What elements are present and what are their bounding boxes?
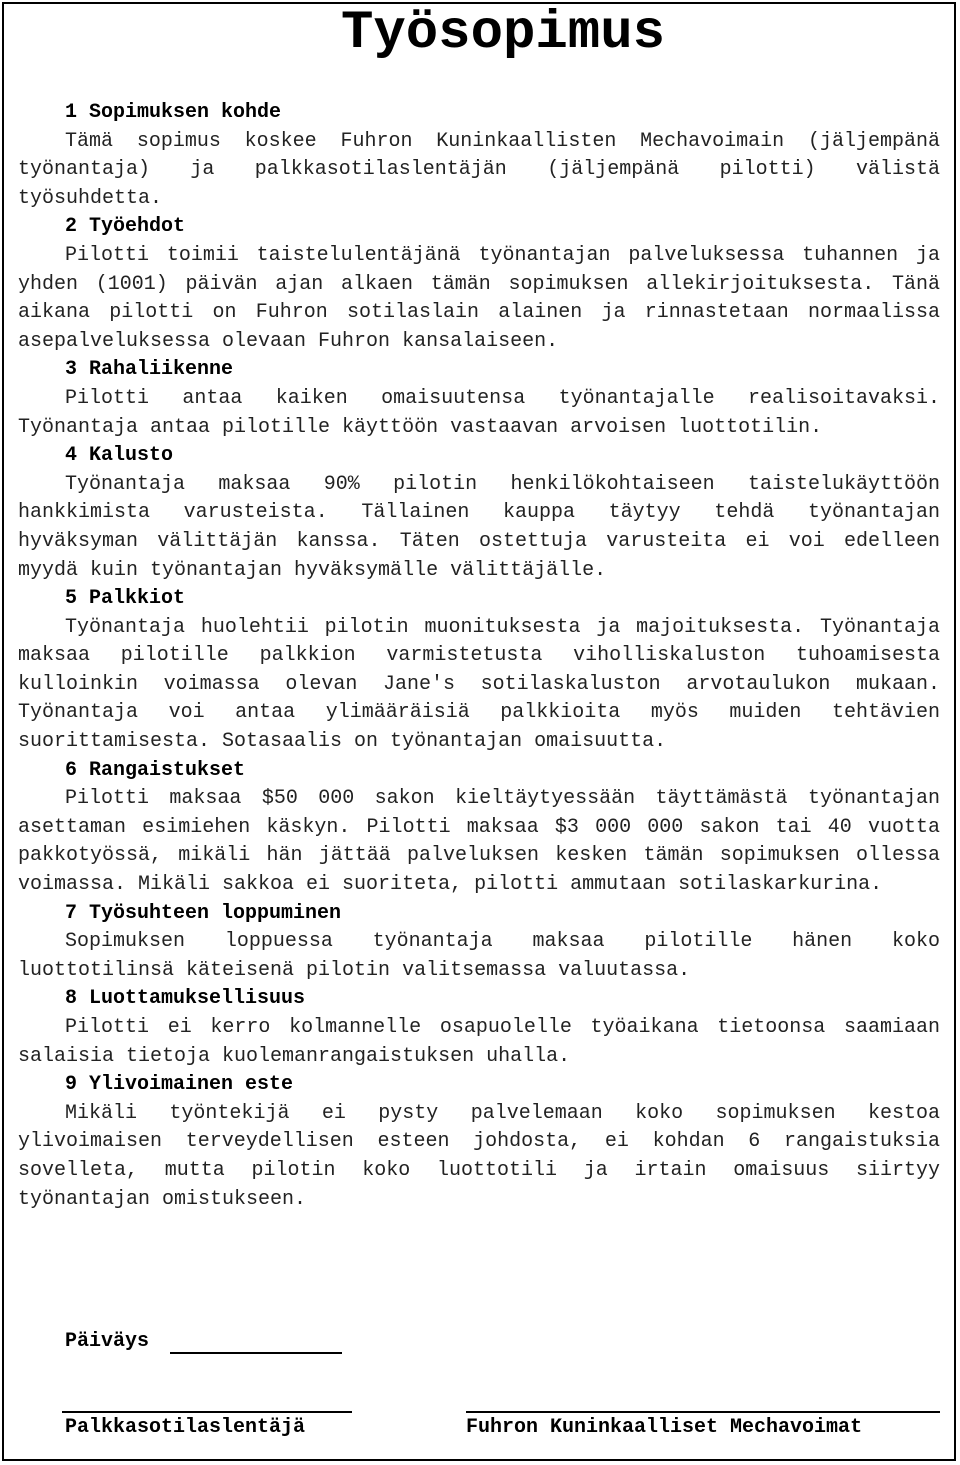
employer-signature-label: Fuhron Kuninkaalliset Mechavoimat	[466, 1416, 863, 1439]
section-2-text: Pilotti toimii taistelulentäjänä työnantajan palveluksessa tuhannen ja yhden (1001) päivän ajan alkaen tämän sopimuksen allekirjoituksesta. Tänä aikana pilotti on Fuhron sotilaslain alainen ja rinnastetaan normaalissa asepalveluksessa olevaan Fuhron kansalaiseen.	[18, 243, 940, 353]
section-5-heading: 5 Palkkiot	[65, 587, 186, 611]
section-6-heading: 6 Rangaistukset	[65, 758, 246, 782]
section-2-heading: 2 Työehdot	[65, 215, 186, 239]
date-label: Päiväys	[65, 1330, 150, 1353]
section-4-heading: 4 Kalusto	[65, 444, 174, 468]
section-7-text: Sopimuksen loppuessa työnantaja maksaa pilotille hänen koko luottotilinsä käteisenä pilotin valitsemassa valuutassa.	[18, 930, 940, 982]
section-9-text: Mikäli työntekijä ei pysty palvelemaan koko sopimuksen kestoa ylivoimaisen terveydellisen esteen johdosta, ei kohdan 6 rangaistuksia sovelleta, mutta pilotin koko luottotili ja irtain omaisuus siirtyy työnantajan omistukseen.	[18, 1101, 940, 1211]
section-8-text: Pilotti ei kerro kolmannelle osapuolelle työaikana tietoonsa saamiaan salaisia tietoja kuolemanrangaistuksen uhalla.	[18, 1016, 940, 1068]
document-title: Työsopimus	[340, 3, 666, 64]
section-3-heading: 3 Rahaliikenne	[65, 358, 234, 382]
section-9-heading: 9 Ylivoimainen este	[65, 1073, 294, 1097]
section-5-text: Työnantaja huolehtii pilotin muonituksesta ja majoituksesta. Työnantaja maksaa pilotille palkkion varmistetusta viholliskaluston tuhoamisesta kulloinkin voimassa olevan Jane's sotilaskaluston arvotaulukon mukaan. Työnantaja voi antaa ylimääräisiä palkkioita myös muiden tehtävien suorittamisesta. Sotasaalis on työnantajan omaisuutta.	[18, 615, 940, 754]
section-1-text: Tämä sopimus koskee Fuhron Kuninkaallisten Mechavoimain (jäljempänä työnantaja) ja palkkasotilaslentäjän (jäljempänä pilotti) välistä työsuhdetta.	[18, 129, 940, 210]
pilot-signature-label: Palkkasotilaslentäjä	[65, 1416, 306, 1439]
section-8-heading: 8 Luottamuksellisuus	[65, 987, 306, 1011]
section-1-heading: 1 Sopimuksen kohde	[65, 101, 282, 124]
section-6-text: Pilotti maksaa $50 000 sakon kieltäytyessään täyttämästä työnantajan asettaman esimiehen käskyn. Pilotti maksaa $3 000 000 sakon tai 40 vuotta pakkotyössä, mikäli hän jättää palveluksen kesken tämän sopimuksen ollessa voimassa. Mikäli sakkoa ei suoriteta, pilotti ammutaan sotilaskarkurina.	[18, 787, 940, 897]
section-4-text: Työnantaja maksaa 90% pilotin henkilökohtaiseen taistelukäyttöön hankkimista varusteista. Tällainen kauppa täytyy tehdä työnantajan hyväksyman välittäjän kanssa. Täten ostettuja varusteita ei voi edelleen myydä kuin työnantajan hyväksymälle välittäjälle.	[18, 472, 940, 582]
section-3-text: Pilotti antaa kaiken omaisuutensa työnantajalle realisoitavaksi. Työnantaja antaa pilotille käyttöön vastaavan arvoisen luottotilin.	[18, 386, 940, 439]
section-7-heading: 7 Työsuhteen loppuminen	[65, 901, 342, 925]
contract-body	[18, 99, 940, 1214]
